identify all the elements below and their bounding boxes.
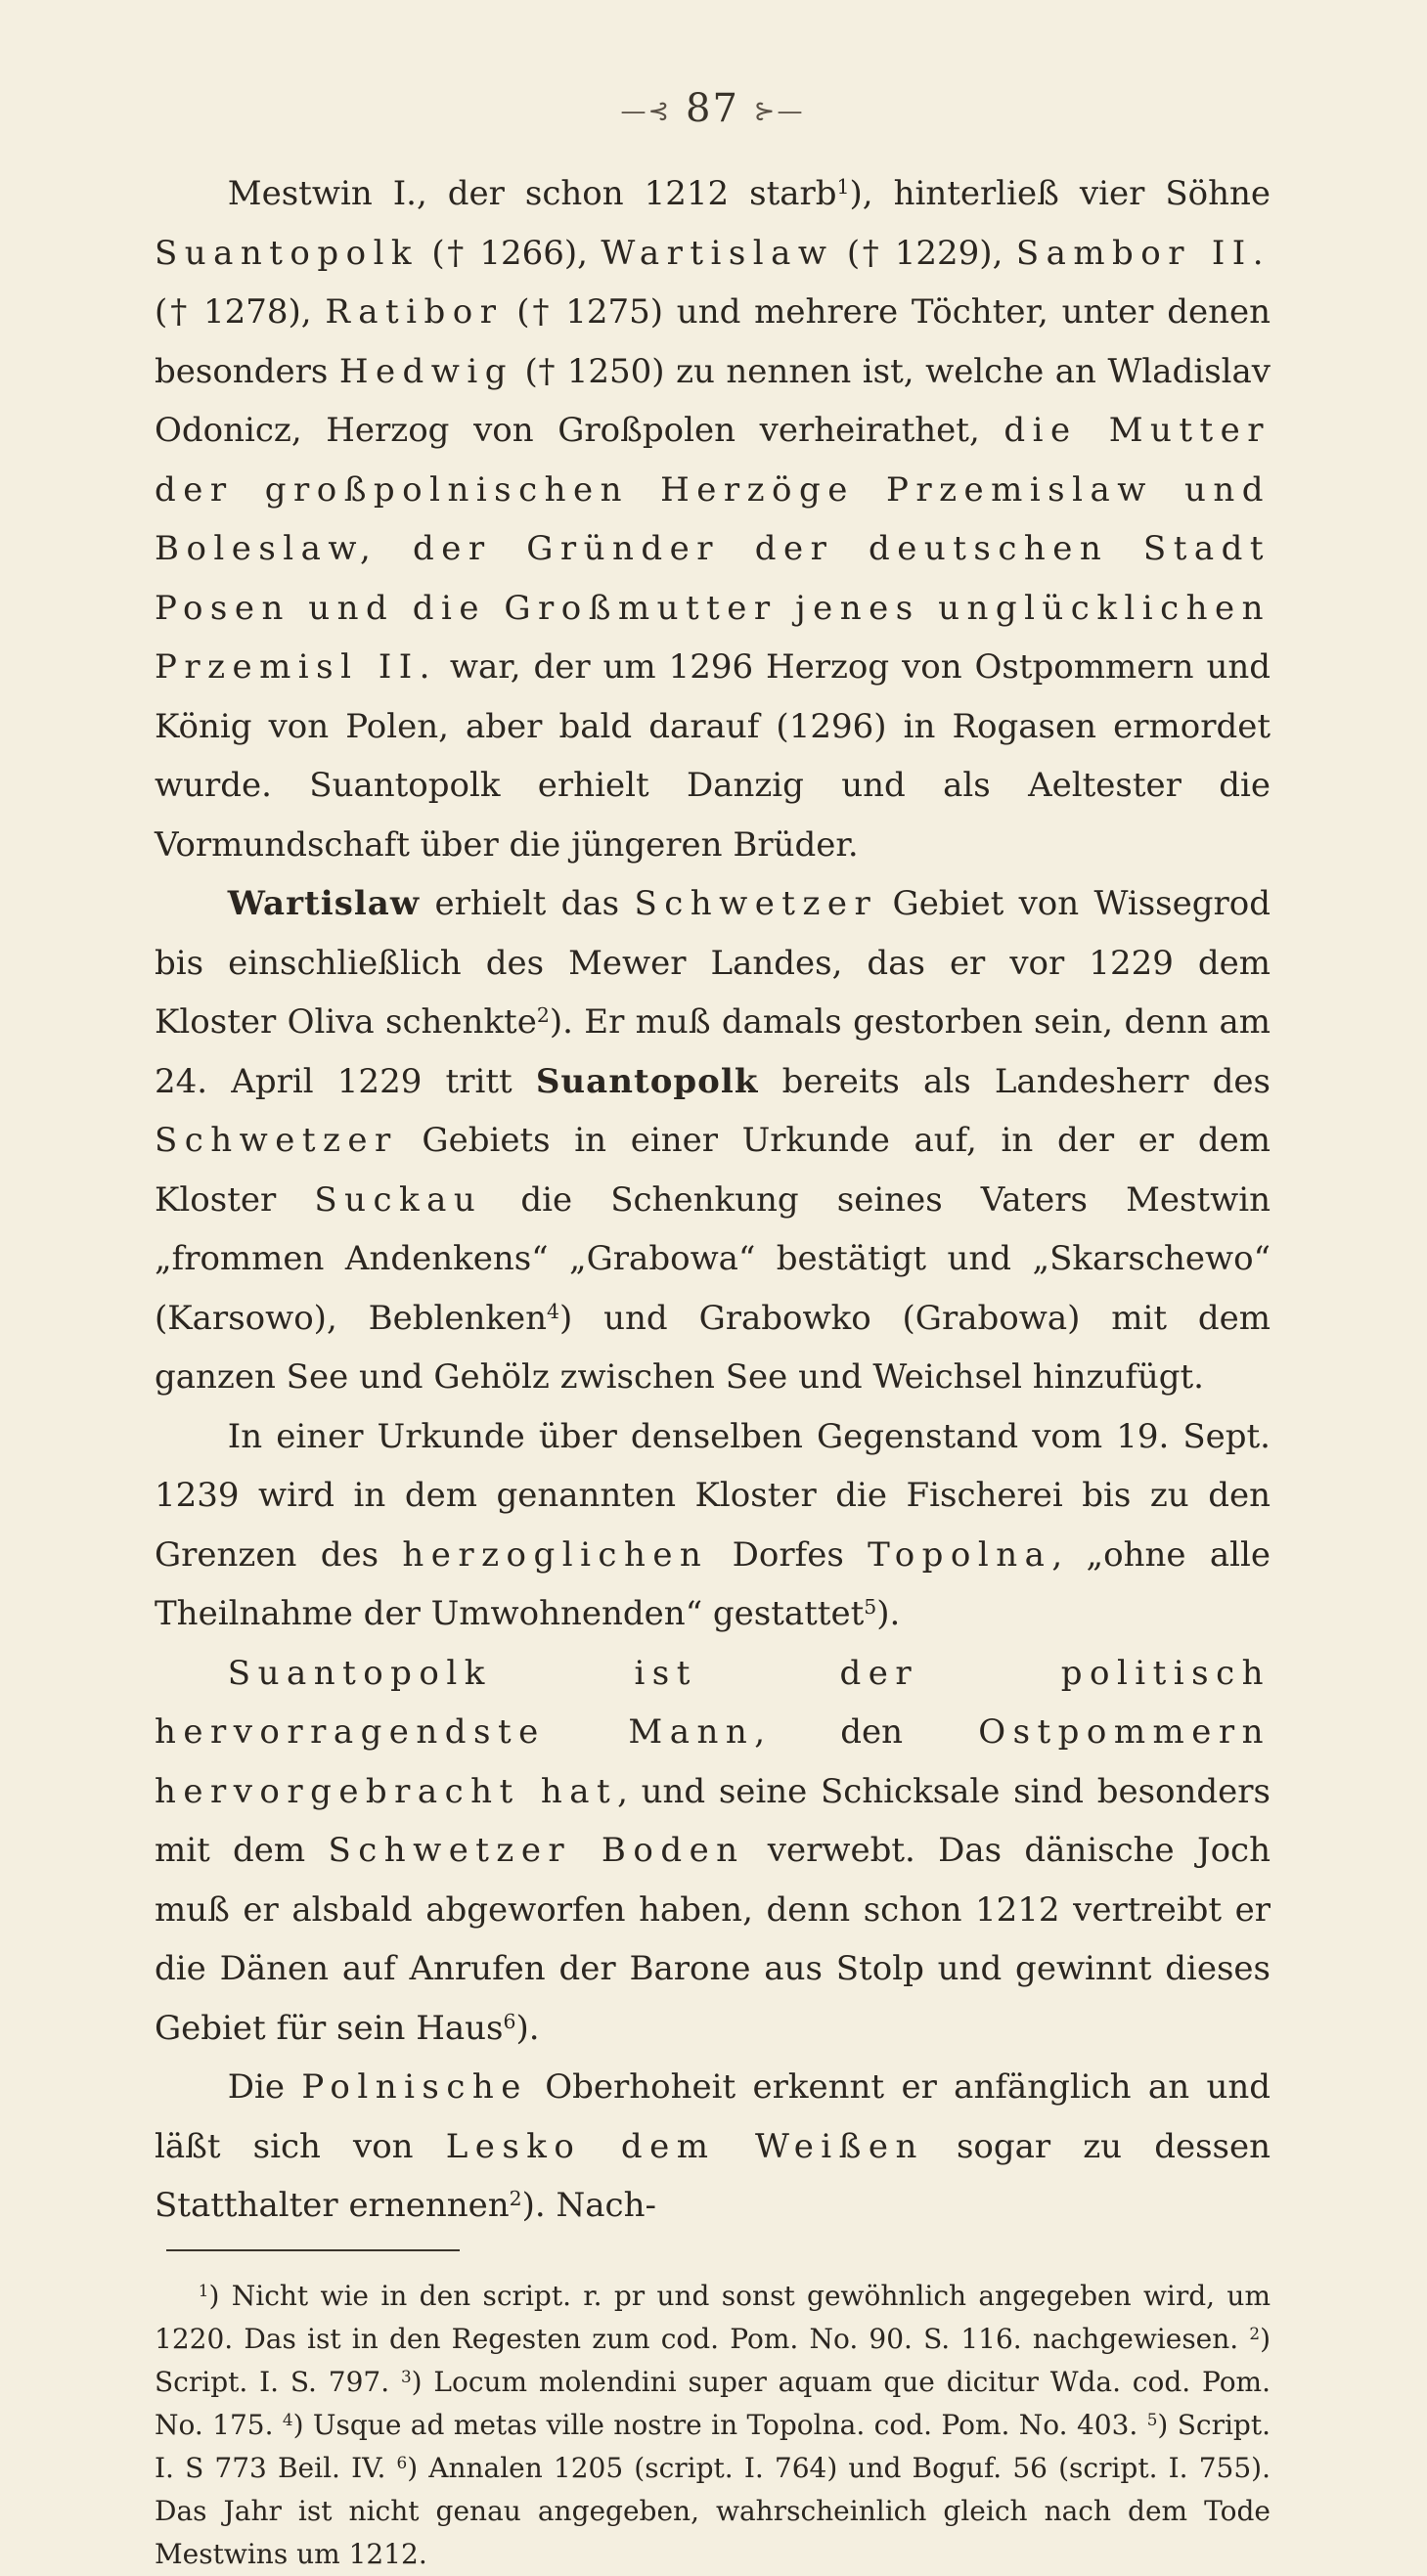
text-run: Gebiet von Wissegrod bis einschließlich des Mewer Landes, das er vor 1229 dem Kloster Oliva schenkte bbox=[155, 884, 1271, 1042]
text-run: , den bbox=[754, 1712, 979, 1752]
paragraph bbox=[155, 874, 1271, 1407]
main-text bbox=[155, 164, 1271, 2236]
footnote-marker: 6 bbox=[396, 2452, 408, 2472]
text-run: war, der um 1296 Herzog von Ostpommern und König von Polen, aber bald darauf (1296) in Rogasen ermordet wurde. Suantopolk erhielt Danzig und als Aeltester die Vormundschaft über die jüngeren Brüder. bbox=[155, 647, 1271, 865]
footnotes bbox=[155, 2275, 1271, 2576]
text-run: Ostpommern hervorgebracht hat bbox=[155, 1712, 1271, 1811]
text-run: Topolna bbox=[868, 1534, 1052, 1575]
text-run: Mestwin I., der schon 1212 starb bbox=[227, 174, 837, 213]
text-run: , „ohne alle Theilnahme der Umwohnenden“ gestattet bbox=[155, 1534, 1271, 1633]
footnote-rule bbox=[166, 2249, 460, 2251]
footnote-paragraph bbox=[155, 2275, 1271, 2576]
text-run: Schwetzer bbox=[155, 1121, 398, 1160]
paragraph bbox=[155, 164, 1271, 874]
text-run: Suantopolk bbox=[535, 1061, 759, 1101]
page-header bbox=[155, 86, 1271, 131]
footnote-marker: 5 bbox=[864, 1594, 877, 1619]
footnote-marker: 3 bbox=[400, 2366, 412, 2386]
text-run: ) Locum molendini super aquam que dicitur Wda. cod. Pom. No. 175. bbox=[155, 2365, 1271, 2441]
text-run: († 1275) und mehrere Töchter, unter denen besonders bbox=[155, 292, 1271, 391]
text-run: herzoglichen bbox=[402, 1534, 709, 1575]
page-number: 87 bbox=[686, 86, 739, 131]
paragraph bbox=[155, 2058, 1271, 2236]
text-run: ) Annalen 1205 (script. I. 764) und Boguf. 56 (script. I. 755). Das Jahr ist nicht genau angegeben, wahrscheinlich gleich nach dem Tode Mestwins um 1212. bbox=[155, 2451, 1271, 2570]
text-run: ) Script. I. S 773 Beil. IV. bbox=[155, 2408, 1271, 2484]
text-run: Polnische bbox=[301, 2067, 528, 2107]
right-ornament: ⊱— bbox=[753, 97, 805, 126]
text-run: Ratibor bbox=[325, 292, 504, 332]
paragraph bbox=[155, 1407, 1271, 1644]
text-run: Suantopolk bbox=[155, 233, 420, 273]
text-run: erhielt das bbox=[420, 884, 635, 923]
text-run: Schwetzer bbox=[634, 884, 878, 923]
footnote-marker: 1 bbox=[836, 174, 850, 199]
paragraph bbox=[155, 1644, 1271, 2059]
text-run: Sambor II. bbox=[1015, 233, 1271, 273]
text-run: Wartislaw bbox=[601, 233, 834, 273]
text-run: ). Nach- bbox=[521, 2186, 656, 2225]
text-run: ). bbox=[515, 2008, 540, 2048]
text-run: sogar zu dessen Statthalter ernennen bbox=[155, 2126, 1271, 2225]
text-run: verwebt. Das dänische Joch muß er alsbald abgeworfen haben, denn schon 1212 vertreibt er die Dänen auf Anrufen der Barone aus Stolp und gewinnt dieses Gebiet für sein Haus bbox=[155, 1831, 1271, 2048]
footnote-marker: 2 bbox=[536, 1002, 550, 1027]
text-run: († 1250) zu nennen ist, welche an Wladislav Odonicz, Herzog von Großpolen verheirathet, bbox=[155, 351, 1271, 450]
footnote-marker: 4 bbox=[282, 2409, 293, 2429]
text-run: bereits als Landesherr des bbox=[758, 1061, 1271, 1101]
footnote-marker: 2 bbox=[509, 2186, 522, 2210]
text-run: , und seine Schicksale sind besonders mit dem bbox=[155, 1771, 1271, 1870]
text-run: Die bbox=[227, 2067, 302, 2107]
text-run: ), hinterließ vier Söhne bbox=[849, 174, 1271, 213]
text-run: Lesko dem Weißen bbox=[445, 2126, 924, 2166]
text-run: († 1229), bbox=[833, 233, 1016, 273]
footnote-marker: 4 bbox=[547, 1299, 559, 1323]
text-run: ) Usque ad metas ville nostre in Topolna. cod. Pom. No. 403. bbox=[292, 2408, 1147, 2441]
text-run: († 1266), bbox=[419, 233, 602, 273]
text-run: († 1278), bbox=[155, 292, 326, 332]
text-run: ). bbox=[876, 1594, 901, 1633]
text-run: ) und Grabowko (Grabowa) mit dem ganzen See und Gehölz zwischen See und Weichsel hinzufügt. bbox=[155, 1298, 1271, 1397]
footnote-marker: 1 bbox=[198, 2280, 209, 2300]
text-run: Oberhoheit erkennt er anfänglich an und läßt sich von bbox=[155, 2067, 1271, 2166]
text-run: ) Script. I. S. 797. bbox=[155, 2322, 1271, 2398]
footnote-marker: 5 bbox=[1146, 2409, 1158, 2429]
text-run: Schwetzer Boden bbox=[328, 1831, 745, 1870]
text-run: In einer Urkunde über denselben Gegenstand vom 19. Sept. 1239 wird in dem genannten Kloster die Fischerei bis zu den Grenzen des bbox=[155, 1416, 1271, 1575]
text-run: ) Nicht wie in den script. r. pr und sonst gewöhnlich angegeben wird, um 1220. Das ist in den Regesten zum cod. Pom. No. 90. S. 116. nachgewiesen. bbox=[155, 2279, 1271, 2355]
footnote-marker: 2 bbox=[1249, 2323, 1261, 2343]
text-run: Wartislaw bbox=[227, 884, 421, 923]
left-ornament: —⊰ bbox=[620, 97, 672, 126]
text-run: Suantopolk ist der politisch hervorragendste Mann bbox=[155, 1653, 1271, 1752]
footnote-marker: 6 bbox=[503, 2009, 516, 2033]
text-run: ). Er muß damals gestorben sein, denn am 24. April 1229 tritt bbox=[155, 1002, 1271, 1101]
text-run: die Schenkung seines Vaters Mestwin „frommen Andenkens“ „Grabowa“ bestätigt und „Skarschewo“ (Karsowo), Beblenken bbox=[155, 1179, 1271, 1338]
text-run: Dorfes bbox=[708, 1534, 869, 1575]
text-run: die Mutter der großpolnischen Herzöge Przemislaw und Boleslaw, der Gründer der deutschen Stadt Posen und die Großmutter jenes unglücklichen Przemisl II. bbox=[155, 411, 1271, 687]
text-run: Gebiets in einer Urkunde auf, in der er dem Kloster bbox=[155, 1121, 1271, 1220]
text-run: Hedwig bbox=[338, 351, 513, 391]
text-run: Suckau bbox=[314, 1179, 483, 1220]
